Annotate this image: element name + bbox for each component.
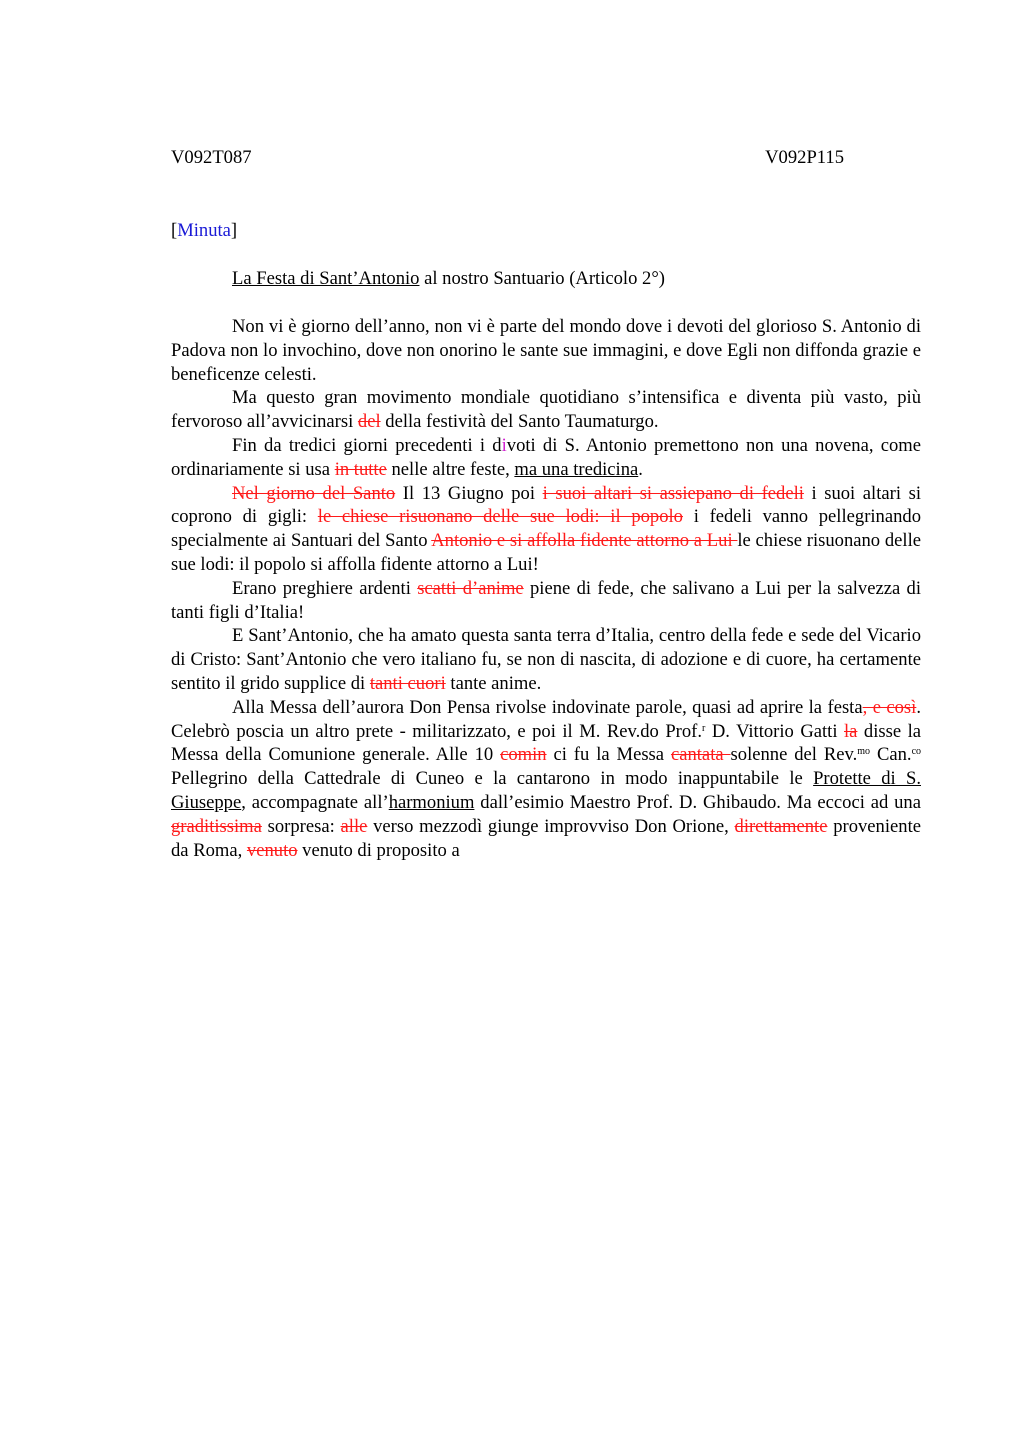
deleted-text: comin	[500, 744, 547, 766]
paragraph-1	[171, 315, 921, 386]
article-body	[171, 315, 921, 862]
text-segment: voti di S. Antonio premettono non una novena, come ordinariamente si usa	[171, 434, 921, 480]
superscript: co	[911, 746, 922, 758]
text-segment: Can.	[870, 744, 912, 766]
text-segment: tante anime.	[445, 672, 542, 694]
deleted-text: le chiese risuonano delle sue lodi: il popolo	[317, 506, 683, 528]
deleted-text: , e così	[862, 696, 917, 718]
minuta-open-bracket: [	[171, 220, 178, 241]
text-segment: sorpresa:	[261, 815, 341, 837]
text-segment: ci fu la Messa	[546, 744, 671, 766]
text-segment: i suoi altari si coprono di gigli:	[171, 482, 921, 528]
text-segment: nelle altre feste,	[386, 458, 515, 480]
minuta-close-bracket: ]	[230, 220, 238, 241]
text-segment: i fedeli vanno pellegrinando specialmente ai Santuari del Santo	[171, 506, 921, 552]
deleted-text: graditissima	[171, 815, 262, 837]
text-segment: proveniente da Roma,	[171, 815, 921, 861]
deleted-text: alle	[340, 815, 368, 837]
text-segment: della festività del Santo Taumaturgo.	[380, 411, 659, 433]
minuta-text: Minuta	[177, 220, 231, 241]
text-segment: Ma questo gran movimento mondiale quotidiano s’intensifica e diventa più vasto, più fervoroso all’avvicinarsi	[171, 387, 921, 433]
paragraph-5	[171, 577, 921, 625]
document-code-right: V092P115	[765, 147, 844, 168]
text-segment: Alla Messa dell’aurora Don Pensa rivolse indovinate parole, quasi ad aprire la festa	[232, 696, 863, 718]
text-segment: E Sant’Antonio, che ha amato questa santa terra d’Italia, centro della fede e sede del Vicario di Cristo: Sant’Antonio che vero italiano fu, se non di nascita, di adozione e di cuore, ha certamente sentito il grido supplice di	[171, 625, 921, 694]
deleted-text: venuto	[246, 839, 298, 861]
superscript: mo	[857, 746, 871, 758]
document-page	[171, 146, 921, 862]
deleted-text: scatti d’anime	[417, 577, 524, 599]
text-segment: D. Vittorio Gatti	[705, 720, 844, 742]
text-segment: venuto di proposito a	[297, 839, 460, 861]
document-code-left: V092T087	[171, 147, 252, 168]
text-segment: disse la Messa della Comunione generale. Alle 10	[171, 720, 922, 766]
text-segment: Non vi è giorno dell’anno, non vi è parte del mondo dove i devoti del glorioso S. Antonio di Padova non lo invochino, dove non onorino le sante sue immagini, e dove Egli non diffonda grazie e beneficenze celesti.	[171, 316, 921, 385]
paragraph-6	[171, 624, 921, 695]
paragraph-7	[171, 696, 921, 863]
text-segment: Pellegrino della Cattedrale di Cuneo e la cantarono in modo inappuntabile le	[171, 768, 814, 790]
minuta-label	[171, 219, 921, 242]
article-title-underlined: La Festa di Sant’Antonio	[232, 268, 420, 289]
text-segment: Erano preghiere ardenti	[232, 577, 418, 599]
text-segment: dall’esimio Maestro Prof. D. Ghibaudo. Ma eccoci ad una	[474, 791, 921, 813]
deleted-text: i suoi altari si assiepano di fedeli	[542, 482, 804, 504]
deleted-text: del	[357, 411, 381, 433]
paragraph-3	[171, 434, 921, 482]
paragraph-2	[171, 386, 921, 434]
document-header	[171, 146, 844, 169]
deleted-text: Antonio e si affolla fidente attorno a Lui	[431, 530, 738, 552]
text-segment: . Celebrò poscia un altro prete - militarizzato, e poi il M. Rev.do Prof.	[171, 696, 921, 742]
deleted-text: la	[844, 720, 858, 742]
deleted-text: tanti cuori	[369, 672, 446, 694]
article-title-rest: al nostro Santuario (Articolo 2°)	[419, 268, 665, 289]
deleted-text: in tutte	[334, 458, 387, 480]
deleted-text: direttamente	[734, 815, 828, 837]
article-title	[171, 267, 921, 290]
underlined-text: harmonium	[388, 791, 475, 813]
underlined-text: Protette di S. Giuseppe	[171, 768, 921, 813]
deleted-text: cantata	[670, 744, 731, 766]
text-segment: le chiese risuonano delle sue lodi: il popolo si affolla fidente attorno a Lui!	[171, 530, 921, 575]
text-segment: solenne del Rev.	[730, 744, 858, 766]
paragraph-4	[171, 482, 921, 577]
text-segment: Il 13 Giugno poi	[395, 482, 543, 504]
text-segment: , accompagnate all’	[241, 791, 389, 813]
inserted-text: i	[501, 434, 507, 456]
deleted-text: Nel giorno del Santo	[232, 482, 396, 504]
superscript: r	[702, 722, 706, 734]
text-segment: verso mezzodì giunge improvviso Don Orione,	[367, 815, 735, 837]
underlined-text: ma una tredicina	[514, 458, 639, 480]
text-segment: Fin da tredici giorni precedenti i d	[232, 434, 502, 456]
text-segment: .	[638, 458, 643, 480]
text-segment: piene di fede, che salivano a Lui per la salvezza di tanti figli d’Italia!	[171, 577, 921, 623]
